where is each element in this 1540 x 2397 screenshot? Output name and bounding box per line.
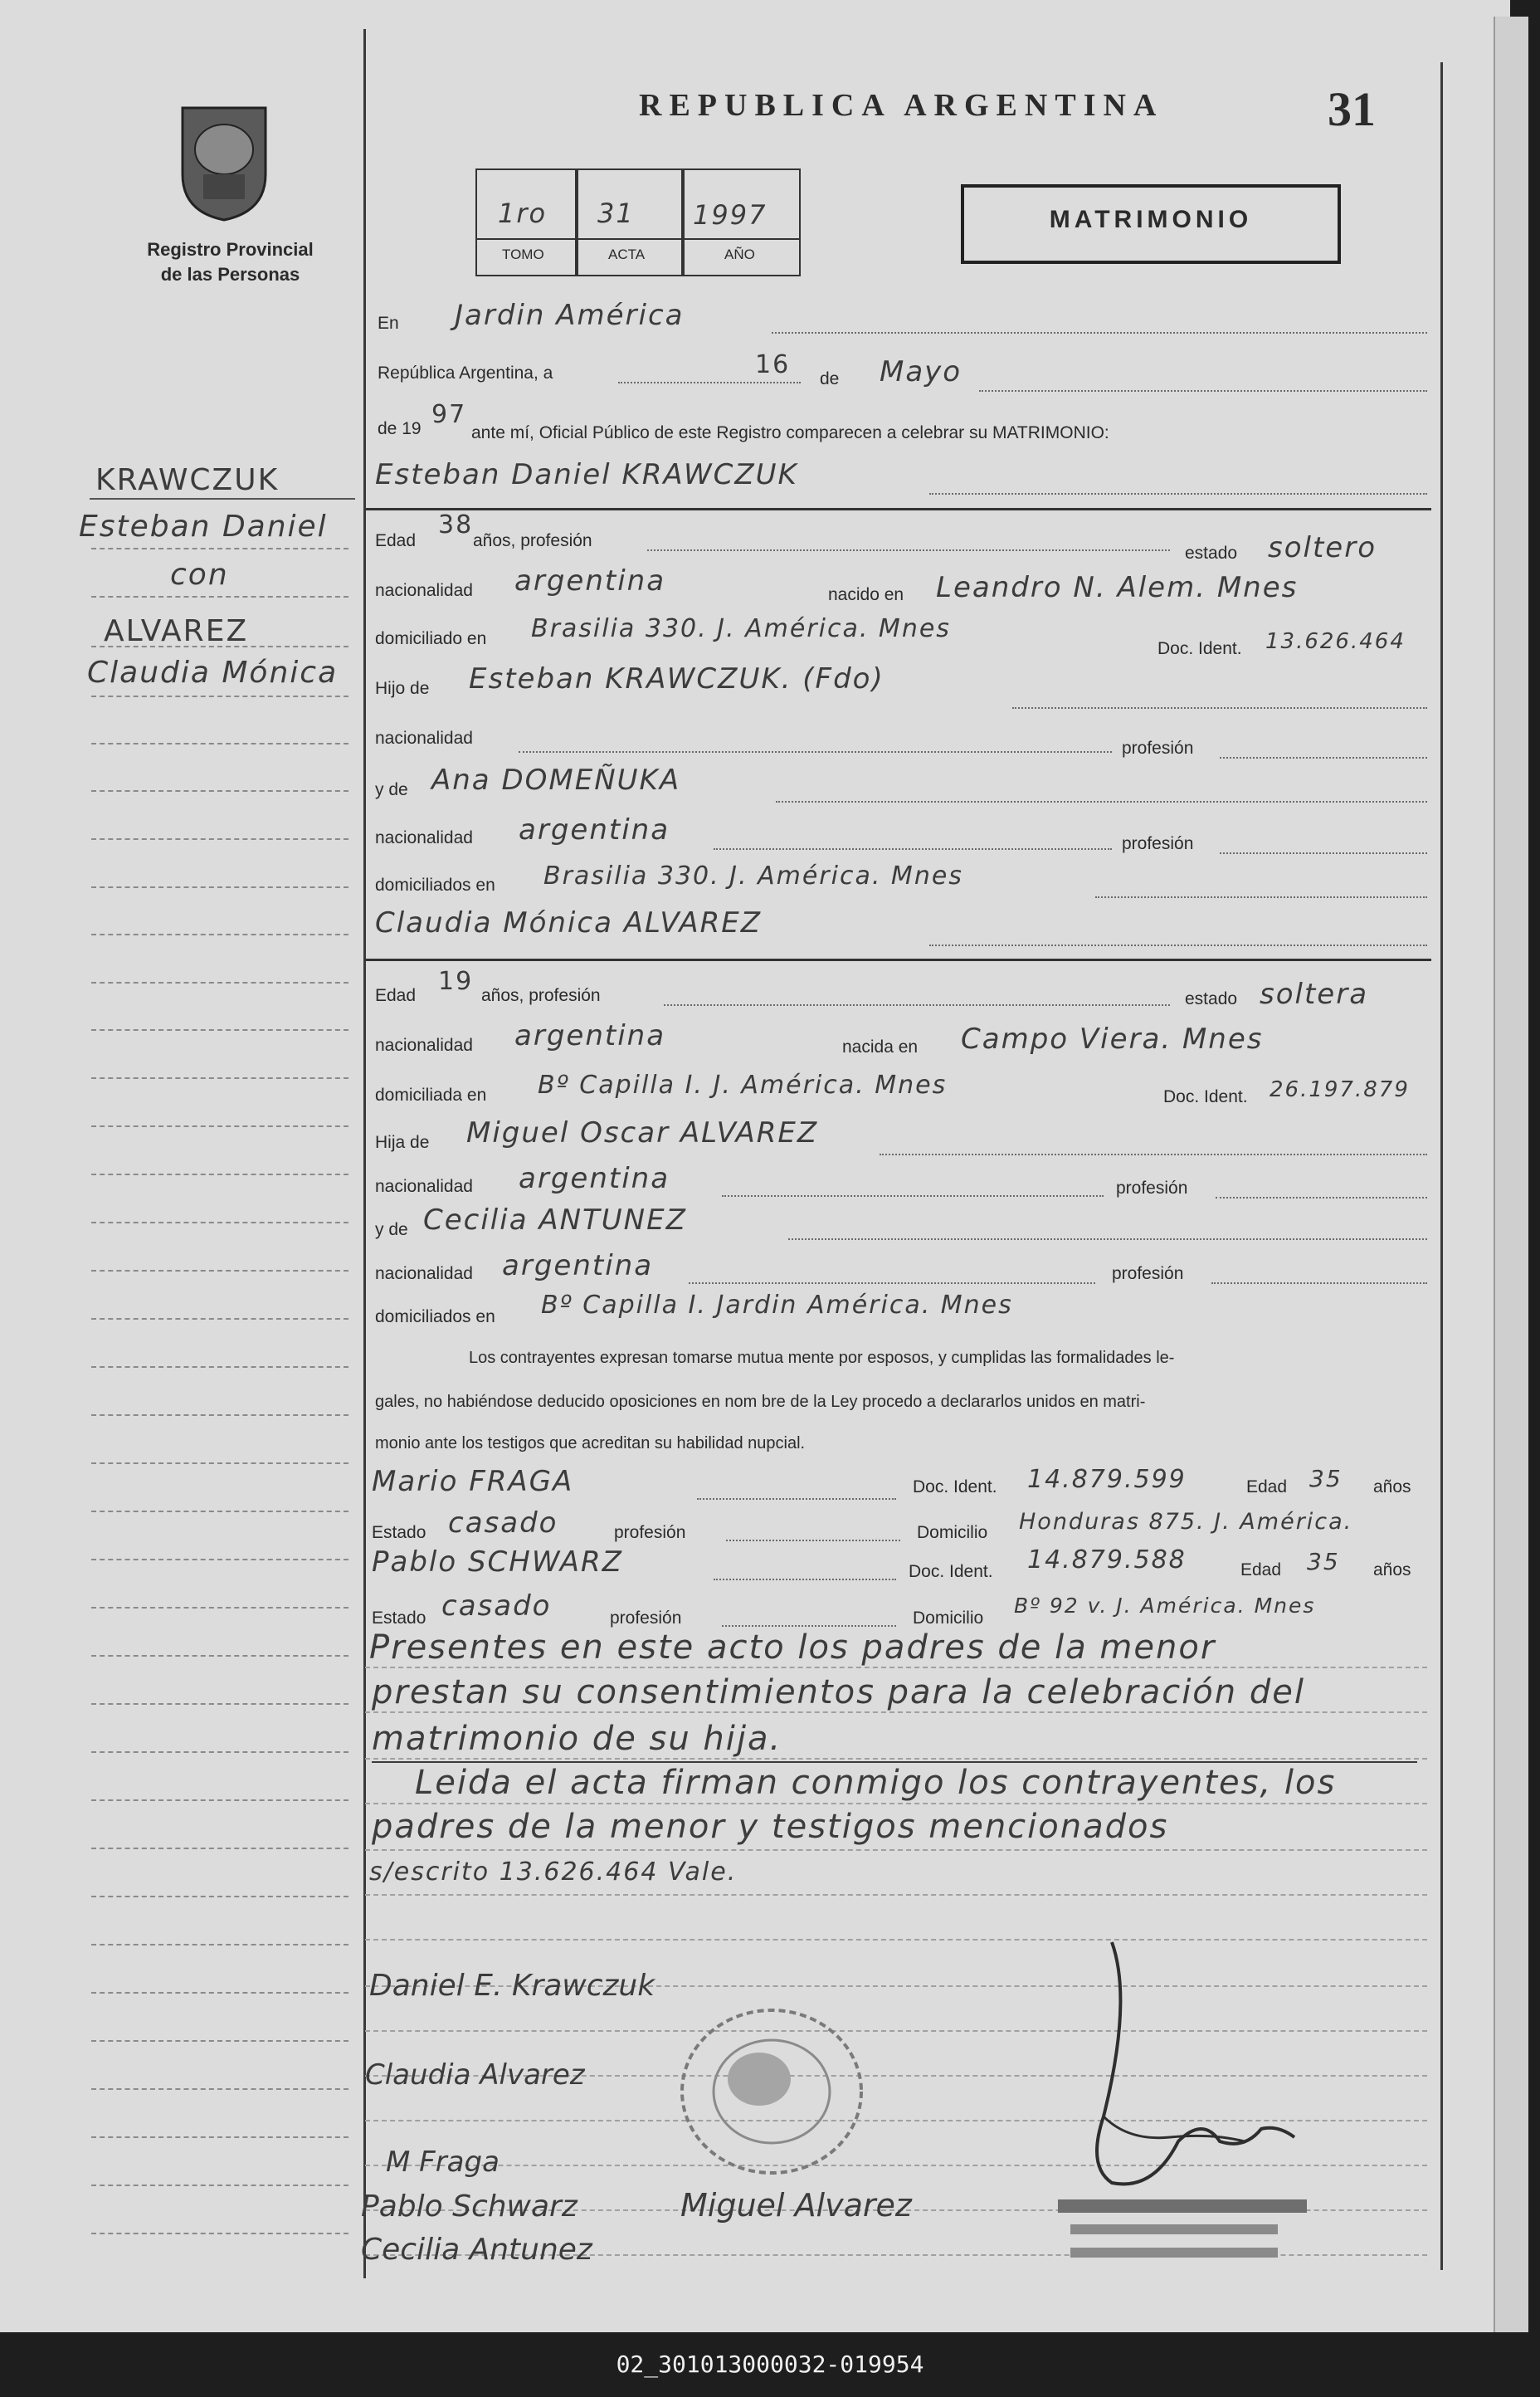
year-prefix: de 19 (378, 419, 422, 438)
bride-padre-nac: argentina (519, 1162, 670, 1195)
bride-domicilio: Bº Capilla I. J. América. Mnes (538, 1071, 948, 1100)
witness1-anos-label: años (1373, 1477, 1411, 1496)
witness2-name: Pablo SCHWARZ (372, 1545, 623, 1579)
bride-anos-profesion: años, profesión (481, 986, 601, 1005)
bride-nacionalidad: argentina (514, 1019, 666, 1052)
page-number: 31 (1328, 82, 1376, 136)
seal-icon (170, 100, 278, 224)
declaration-line1: Los contrayentes expresan tomarse mutua mente por esposos, y cumplidas las formalidades le- (469, 1349, 1175, 1367)
official-stamp-text (1070, 2224, 1278, 2234)
margin-firstname2: Claudia Mónica (87, 656, 339, 690)
groom-madre-nac-label: nacionalidad (375, 828, 473, 847)
country-title: REPUBLICA ARGENTINA (639, 88, 1164, 123)
groom-padre-nac-label: nacionalidad (375, 729, 473, 748)
groom-padres-dom: Brasilia 330. J. América. Mnes (543, 862, 963, 891)
witness2-prof-label: profesión (610, 1609, 682, 1628)
bride-edad-label: Edad (375, 986, 417, 1005)
official-signature-icon (1054, 1934, 1319, 2199)
witness1-prof-label: profesión (614, 1523, 686, 1542)
witness2-estado-label: Estado (372, 1609, 426, 1628)
image-code: 02_301013000032-019954 (0, 2332, 1540, 2397)
bride-madre-prof-label: profesión (1112, 1264, 1184, 1283)
bride-name: Claudia Mónica ALVAREZ (375, 906, 763, 940)
groom-estado-label: estado (1185, 544, 1238, 563)
groom-nacionalidad: argentina (514, 564, 666, 598)
intro-text: ante mí, Oficial Público de este Registro comparecen a celebrar su MATRIMONIO: (471, 423, 1109, 442)
witness2-doc: 14.879.588 (1027, 1545, 1187, 1574)
signature-bride-mother: Cecilia Antunez (361, 2233, 592, 2267)
groom-edad: 38 (438, 510, 474, 539)
bride-padres-dom: Bº Capilla I. Jardin América. Mnes (541, 1291, 1013, 1320)
bride-padre: Miguel Oscar ALVAREZ (466, 1116, 819, 1150)
registry-stamp-icon (672, 2000, 871, 2183)
note-line3: matrimonio de su hija. (372, 1720, 782, 1758)
tomo-label: TOMO (502, 247, 544, 262)
bride-dom-label: domiciliada en (375, 1086, 487, 1105)
page-edge (1494, 17, 1528, 2332)
note-line1: Presentes en este acto los padres de la menor (369, 1628, 1216, 1667)
right-border (1440, 62, 1443, 2270)
declaration-line3: monio ante los testigos que acreditan su habilidad nupcial. (375, 1434, 806, 1452)
margin-surname2: ALVAREZ (104, 614, 249, 648)
day-value: 16 (755, 350, 791, 379)
bride-estado: soltera (1260, 978, 1369, 1011)
signature-groom: Daniel E. Krawczuk (369, 1969, 655, 2003)
bride-madre: Cecilia ANTUNEZ (423, 1203, 687, 1237)
official-stamp-text (1058, 2199, 1307, 2213)
note-line6: s/escrito 13.626.464 Vale. (369, 1858, 738, 1887)
bride-padre-prof-label: profesión (1116, 1179, 1188, 1198)
witness2-edad-label: Edad (1240, 1560, 1282, 1579)
groom-yde-label: y de (375, 780, 408, 799)
groom-dom-label: domiciliado en (375, 629, 487, 648)
en-label: En (378, 314, 399, 333)
bride-doc-label: Doc. Ident. (1163, 1087, 1248, 1106)
bride-madre-nac: argentina (502, 1249, 654, 1282)
registry-line2: de las Personas (160, 264, 300, 285)
signature-witness1: M Fraga (386, 2146, 500, 2179)
note-line4: Leida el acta firman conmigo los contrayentes, los (415, 1764, 1337, 1802)
bride-edad: 19 (438, 967, 474, 996)
groom-padre-prof-label: profesión (1122, 739, 1194, 758)
witness1-doc-label: Doc. Ident. (913, 1477, 997, 1496)
margin-divider (363, 29, 366, 2278)
groom-madre-nac: argentina (519, 813, 670, 847)
ano-value: 1997 (693, 199, 768, 231)
groom-madre: Ana DOMEÑUKA (431, 764, 681, 797)
bride-doc: 26.197.879 (1270, 1077, 1410, 1102)
witness2-doc-label: Doc. Ident. (909, 1562, 993, 1581)
de-label: de (820, 369, 840, 388)
signature-bride: Claudia Alvarez (365, 2058, 585, 2092)
bride-nacida-label: nacida en (842, 1037, 919, 1057)
bride-madre-nac-label: nacionalidad (375, 1264, 473, 1283)
tomo-value: 1ro (498, 198, 548, 229)
witness1-dom-label: Domicilio (917, 1523, 988, 1542)
witness1-estado-label: Estado (372, 1523, 426, 1542)
groom-edad-label: Edad (375, 531, 417, 550)
bride-estado-label: estado (1185, 989, 1238, 1008)
witness2-anos-label: años (1373, 1560, 1411, 1579)
margin-con: con (170, 558, 229, 592)
groom-nacido-label: nacido en (828, 585, 904, 604)
margin-firstname: Esteban Daniel (79, 510, 328, 544)
witness1-edad-label: Edad (1246, 1477, 1288, 1496)
year-value: 97 (431, 400, 467, 429)
witness1-doc: 14.879.599 (1027, 1465, 1187, 1494)
groom-estado: soltero (1268, 531, 1377, 564)
bride-nacida: Campo Viera. Mnes (961, 1023, 1264, 1056)
month-value: Mayo (880, 355, 962, 388)
bride-hija-label: Hija de (375, 1133, 430, 1152)
groom-hijo-label: Hijo de (375, 679, 430, 698)
registry-line1: Registro Provincial (147, 239, 314, 260)
bride-padres-dom-label: domiciliados en (375, 1307, 495, 1326)
witness1-estado: casado (448, 1506, 558, 1540)
groom-doc-label: Doc. Ident. (1157, 639, 1242, 658)
witness1-domicilio: Honduras 875. J. América. (1019, 1509, 1353, 1535)
note-line2: prestan su consentimientos para la celebración del (372, 1673, 1305, 1711)
acta-value: 31 (597, 198, 635, 229)
bride-padre-nac-label: nacionalidad (375, 1177, 473, 1196)
witness2-estado: casado (441, 1589, 552, 1623)
witness2-dom-label: Domicilio (913, 1609, 984, 1628)
witness2-edad: 35 (1307, 1548, 1340, 1575)
declaration-line2: gales, no habiéndose deducido oposiciones en nom bre de la Ley procedo a declararlos unidos en matri- (375, 1393, 1146, 1411)
bride-yde-label: y de (375, 1220, 408, 1239)
note-line5: padres de la menor y testigos mencionados (372, 1808, 1169, 1846)
official-stamp-text (1070, 2248, 1278, 2258)
place-value: Jardin América (455, 299, 685, 332)
groom-doc: 13.626.464 (1265, 629, 1406, 654)
groom-name: Esteban Daniel KRAWCZUK (375, 458, 798, 491)
bride-nac-label: nacionalidad (375, 1036, 473, 1055)
signature-witness2: Pablo Schwarz (361, 2190, 578, 2224)
groom-nac-label: nacionalidad (375, 581, 473, 600)
republica-label: República Argentina, a (378, 364, 553, 383)
act-type: MATRIMONIO (1049, 206, 1253, 233)
acta-label: ACTA (608, 247, 646, 262)
witness1-edad: 35 (1309, 1465, 1343, 1492)
groom-padre: Esteban KRAWCZUK. (Fdo) (469, 662, 885, 696)
witness2-domicilio: Bº 92 v. J. América. Mnes (1014, 1594, 1316, 1618)
margin-surname: KRAWCZUK (95, 463, 280, 497)
groom-domicilio: Brasilia 330. J. América. Mnes (531, 614, 951, 643)
ano-label: AÑO (724, 247, 755, 262)
groom-padres-dom-label: domiciliados en (375, 876, 495, 895)
signature-bride-father: Miguel Alvarez (680, 2187, 912, 2224)
groom-madre-prof-label: profesión (1122, 834, 1194, 853)
witness1-name: Mario FRAGA (372, 1465, 574, 1498)
groom-anos-profesion: años, profesión (473, 531, 592, 550)
groom-nacido: Leandro N. Alem. Mnes (936, 571, 1299, 604)
